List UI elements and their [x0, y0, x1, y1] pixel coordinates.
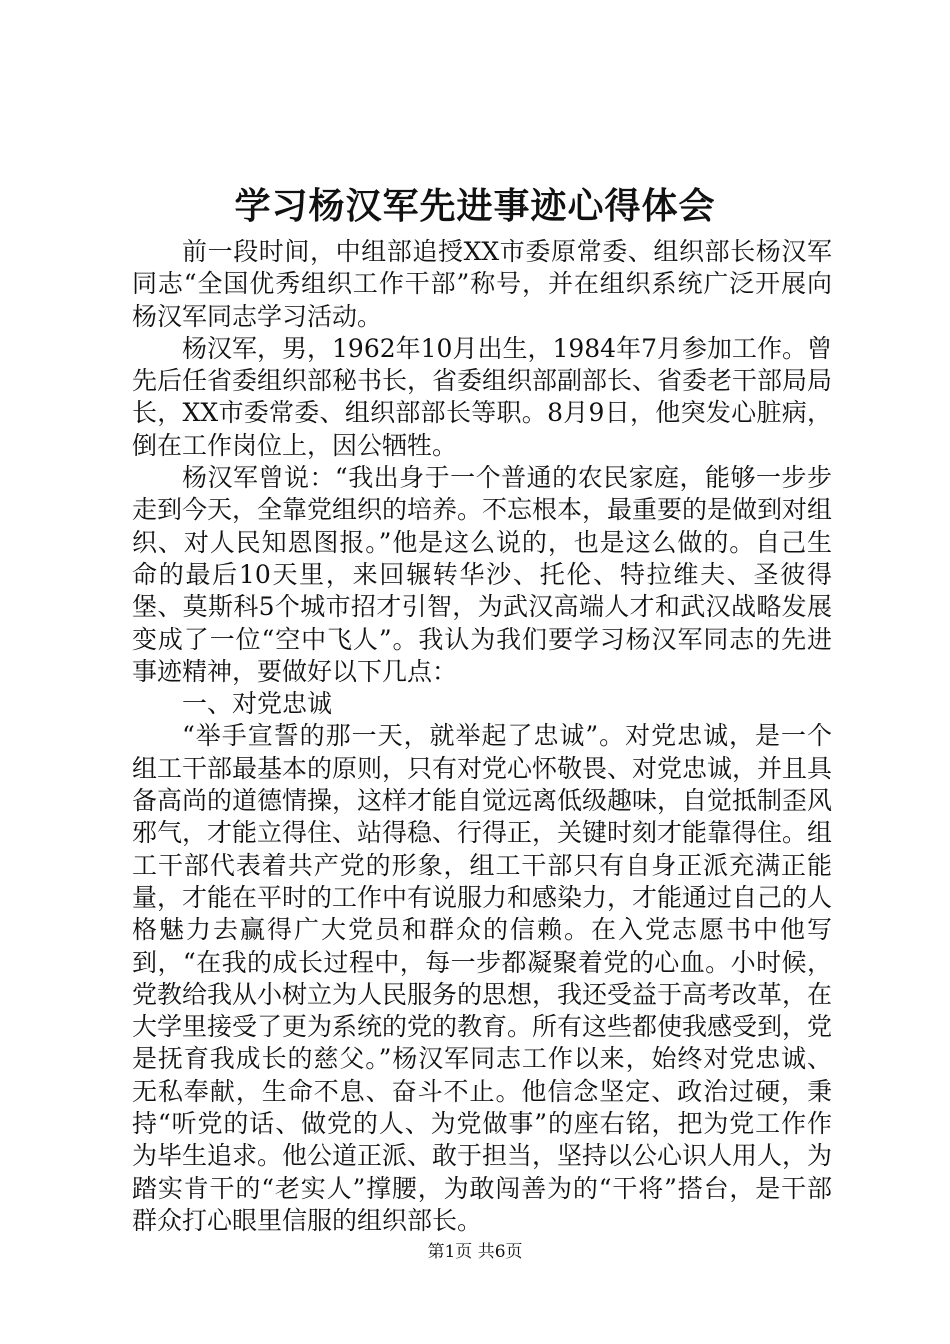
paragraph-intro: 前一段时间，中组部追授XX市委原常委、组织部长杨汉军同志“全国优秀组织工作干部”称号，并在组织系统广泛开展向杨汉军同志学习活动。: [132, 237, 832, 331]
document-title: 学习杨汉军先进事迹心得体会: [234, 185, 716, 227]
paragraph-biography: 杨汉军，男，1962年10月出生，1984年7月参加工作。曾先后任省委组织部秘书长，省委组织部副部长、省委老干部局局长，XX市委常委、组织部部长等职。8月9日，他突发心脏病，倒在工作岗位上，因公牺牲。: [132, 333, 833, 460]
document-body: [132, 236, 832, 1237]
paragraph-loyalty: “举手宣誓的那一天，就举起了忠诚”。对党忠诚，是一个组工干部最基本的原则，只有对党心怀敬畏、对党忠诚，并且具备高尚的道德情操，这样才能自觉远离低级趣味，自觉抵制歪风邪气，才能立得住、站得稳、行得正，关键时刻才能靠得住。组工干部代表着共产党的形象，组工干部只有自身正派充满正能量，才能在平时的工作中有说服力和感染力，才能通过自己的人格魅力去赢得广大党员和群众的信赖。在入党志愿书中他写到，“在我的成长过程中，每一步都凝聚着党的心血。小时候，党教给我从小树立为人民服务的思想，我还受益于高考改革，在大学里接受了更为系统的党的教育。所有这些都使我感受到，党是抚育我成长的慈父。”杨汉军同志工作以来，始终对党忠诚、无私奉献，生命不息、奋斗不止。他信念坚定、政治过硬，秉持“听党的话、做党的人、为党做事”的座右铭，把为党工作作为毕生追求。他公道正派、敢于担当，坚持以公心识人用人，为踏实肯干的“老实人”撑腰，为敢闯善为的“干将”搭台，是干部群众打心眼里信服的组织部长。: [132, 721, 833, 1235]
section-heading: 一、对党忠诚: [182, 689, 333, 719]
page-number: 第1页 共6页: [427, 1242, 523, 1262]
paragraph-quote: 杨汉军曾说：“我出身于一个普通的农民家庭，能够一步步走到今天，全靠党组织的培养。不忘根本，最重要的是做到对组织、对人民知恩图报。”他是这么说的，也是这么做的。自己生命的最后10天里，来回辗转华沙、托伦、特拉维夫、圣彼得堡、莫斯科5个城市招才引智，为武汉高端人才和武汉战略发展变成了一位“空中飞人”。我认为我们要学习杨汉军同志的先进事迹精神，要做好以下几点：: [132, 463, 833, 686]
